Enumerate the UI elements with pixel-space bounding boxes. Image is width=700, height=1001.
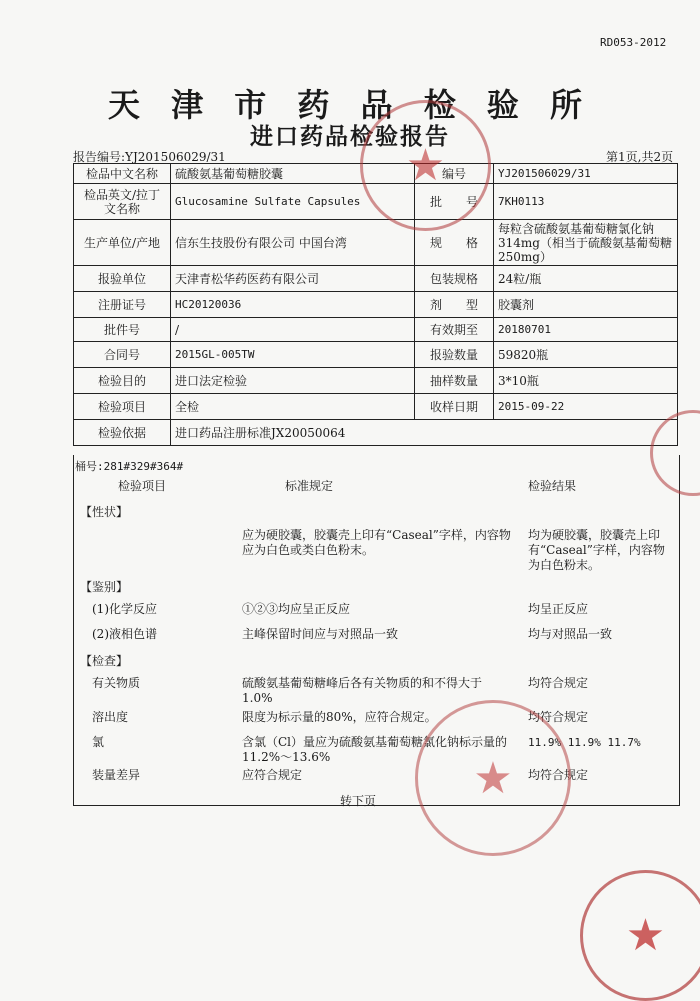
report-qty: 59820瓶 xyxy=(494,342,678,368)
project-label: 检验项目 xyxy=(74,394,171,420)
quality-seal xyxy=(580,870,700,1001)
report-number: 报告编号:YJ201506029/31 xyxy=(73,150,226,164)
ident-chem-result: 均呈正反应 xyxy=(528,602,589,616)
col-standard-header: 标准规定 xyxy=(285,479,334,493)
project: 全检 xyxy=(171,394,415,420)
loading-result: 均符合规定 xyxy=(528,768,589,782)
company-seal xyxy=(415,700,571,856)
institute-title: 天 津 市 药 品 检 验 所 xyxy=(108,86,592,124)
reg-label: 注册证号 xyxy=(74,292,171,318)
qty-label: 报验数量 xyxy=(415,342,494,368)
approval-no: / xyxy=(171,318,415,342)
related-result: 均符合规定 xyxy=(528,676,589,690)
expiry-label: 有效期至 xyxy=(415,318,494,342)
en-name: Glucosamine Sulfate Capsules xyxy=(171,184,415,220)
received-date: 2015-09-22 xyxy=(494,394,678,420)
cn-name-label: 检品中文名称 xyxy=(74,164,171,184)
ident-hplc-result: 均与对照品一致 xyxy=(528,627,613,641)
institute-seal xyxy=(360,100,491,231)
contract-label: 合同号 xyxy=(74,342,171,368)
props-standard: 应为硬胶囊，胶囊壳上印有“Caseal”字样，内容物应为白色或类白色粉末。 xyxy=(242,528,511,557)
maker: 信东生技股份有限公司 中国台湾 xyxy=(171,220,415,266)
spec: 每粒含硫酸氨基葡萄糖氯化钠314mg（相当于硫酸氨基葡萄糖250mg） xyxy=(494,220,678,266)
spec-label: 规 格 xyxy=(415,220,494,266)
batch-label: 批 号 xyxy=(415,184,494,220)
purpose-label: 检验目的 xyxy=(74,368,171,394)
related-standard: 硫酸氨基葡萄糖峰后各有关物质的和不得大于1.0% xyxy=(242,676,483,705)
ident-chem-standard: ①②③均应呈正反应 xyxy=(242,602,351,616)
chloride-result: 11.9% 11.9% 11.7% xyxy=(528,736,641,749)
continue-note: 转下页 xyxy=(340,794,377,808)
expiry: 20180701 xyxy=(494,318,678,342)
package: 24粒/瓶 xyxy=(494,266,678,292)
sample-qty-label: 抽样数量 xyxy=(415,368,494,394)
related-item: 有关物质 xyxy=(92,676,141,690)
cn-name: 硫酸氨基葡萄糖胶囊 xyxy=(171,164,415,184)
section-identification: 【鉴别】 xyxy=(80,580,129,594)
dissolution-result: 均符合规定 xyxy=(528,710,589,724)
purpose: 进口法定检验 xyxy=(171,368,415,394)
maker-label: 生产单位/产地 xyxy=(74,220,171,266)
reg-no: HC20120036 xyxy=(171,292,415,318)
batch: 7KH0113 xyxy=(494,184,678,220)
star-icon: ★ xyxy=(473,752,513,804)
sample-qty: 3*10瓶 xyxy=(494,368,678,394)
sample-no: YJ201506029/31 xyxy=(494,164,678,184)
en-name-label: 检品英文/拉丁文名称 xyxy=(74,184,171,220)
loading-standard: 应符合规定 xyxy=(242,768,303,782)
dissolution-standard: 限度为标示量的80%，应符合规定。 xyxy=(242,710,437,724)
page-info: 第1页,共2页 xyxy=(606,150,674,164)
dissolution-item: 溶出度 xyxy=(92,710,129,724)
loading-item: 装量差异 xyxy=(92,768,141,782)
received-label: 收样日期 xyxy=(415,394,494,420)
ident-hplc-standard: 主峰保留时间应与对照品一致 xyxy=(242,627,399,641)
approval-label: 批件号 xyxy=(74,318,171,342)
package-label: 包装规格 xyxy=(415,266,494,292)
document-code: RD053-2012 xyxy=(600,36,667,49)
basis: 进口药品注册标准JX20050064 xyxy=(171,420,678,446)
section-properties: 【性状】 xyxy=(80,505,129,519)
star-icon: ★ xyxy=(405,140,446,191)
form-label: 剂 型 xyxy=(415,292,494,318)
chloride-item: 氯 xyxy=(92,735,105,749)
contract-no: 2015GL-005TW xyxy=(171,342,415,368)
dosage-form: 胶囊剂 xyxy=(494,292,678,318)
bucket-numbers: 桶号:281#329#364# xyxy=(75,460,184,473)
col-item-header: 检验项目 xyxy=(118,479,167,493)
sample-no-label: 编号 xyxy=(415,164,494,184)
ident-chem-item: (1)化学反应 xyxy=(92,602,157,616)
props-result: 均为硬胶囊，胶囊壳上印有“Caseal”字样，内容物为白色粉末。 xyxy=(528,528,665,572)
basis-label: 检验依据 xyxy=(74,420,171,446)
star-icon: ★ xyxy=(625,910,666,961)
section-check: 【检查】 xyxy=(80,654,129,668)
ident-hplc-item: (2)液相色谱 xyxy=(92,627,157,641)
reporter-label: 报验单位 xyxy=(74,266,171,292)
report-title: 进口药品检验报告 xyxy=(250,123,450,150)
col-result-header: 检验结果 xyxy=(528,479,577,493)
chloride-standard: 含氯（Cl）量应为硫酸氨基葡萄糖氯化钠标示量的11.2%～13.6% xyxy=(242,735,508,764)
reporter: 天津青松华药医药有限公司 xyxy=(171,266,415,292)
